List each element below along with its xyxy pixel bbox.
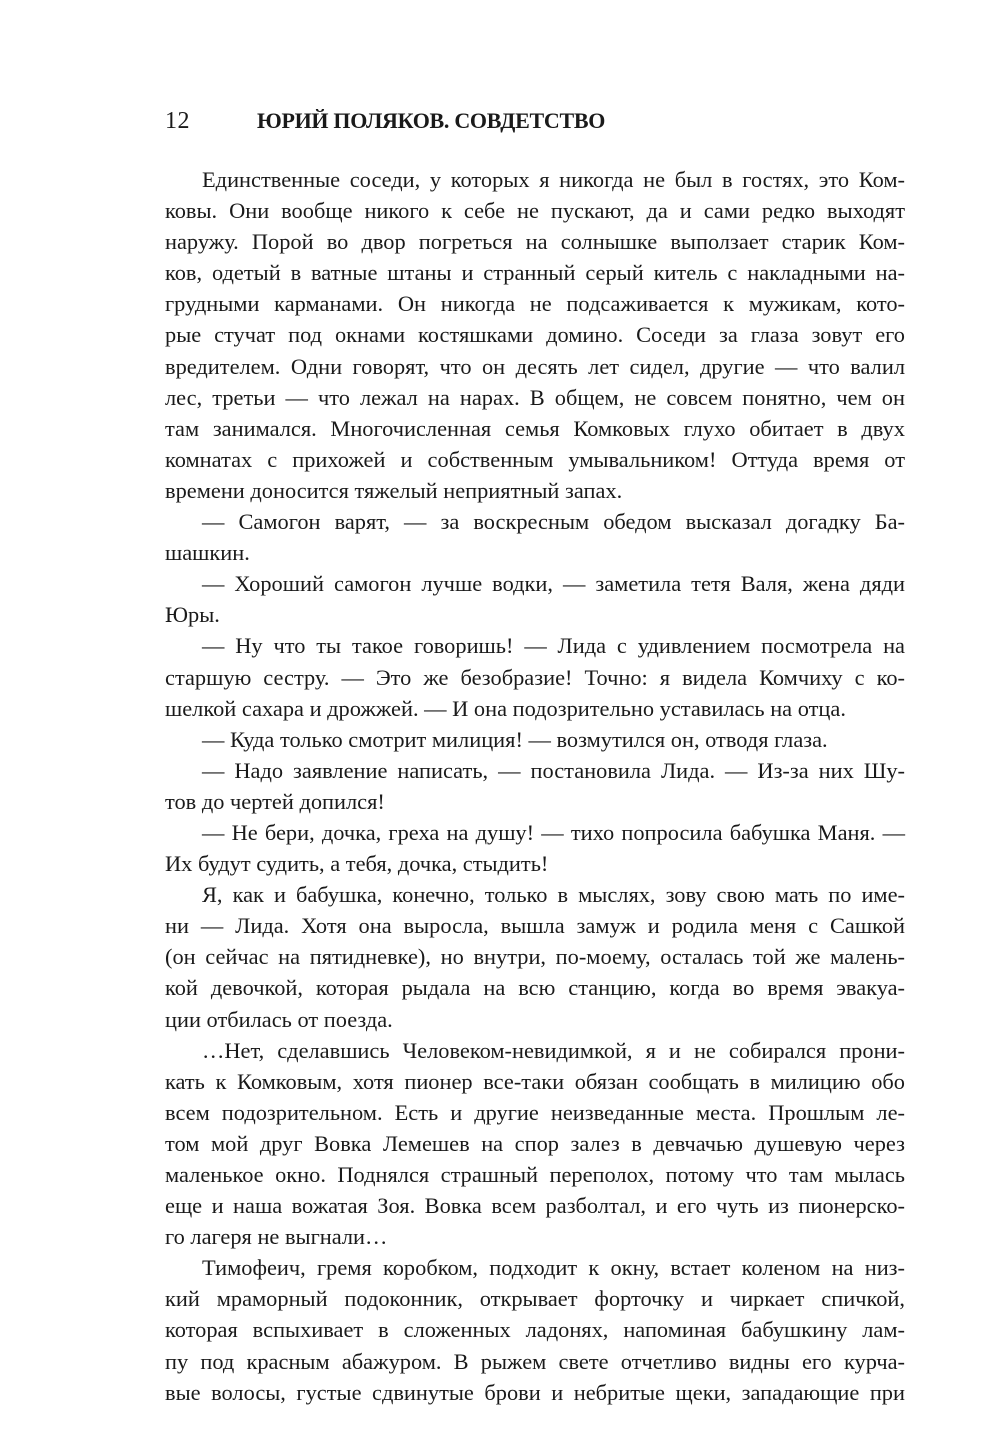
text-line: — Не бери, дочка, греха на душу! — тихо попросила бабушка Маня. —: [202, 819, 905, 845]
text-line: которая вспыхивает в сложенных ладонях, напоминая бабушкину лам-: [165, 1317, 905, 1343]
text-line: шашкин.: [165, 540, 250, 566]
text-line: наружу. Порой во двор погреться на солнышке выползает старик Ком-: [165, 229, 905, 255]
text-line: старшую сестру. — Это же безобразие! Точно: я видела Комчиху с ко-: [165, 664, 905, 690]
text-line: грудными карманами. Он никогда не подсаживается к мужикам, кото-: [165, 291, 905, 317]
text-line: тов до чертей допился!: [165, 788, 385, 814]
text-line: вые волосы, густые сдвинутые брови и небритые щеки, западающие при: [165, 1379, 905, 1405]
text-line: там занимался. Многочисленная семья Комковых глухо обитает в двух: [165, 415, 905, 441]
text-line: шелкой сахара и дрожжей. — И она подозрительно уставилась на отца.: [165, 695, 846, 721]
text-line: Их будут судить, а тебя, дочка, стыдить!: [165, 851, 549, 877]
text-line: кой девочкой, которая рыдала на всю станцию, когда во время эвакуа-: [165, 975, 905, 1001]
paragraph: [165, 755, 905, 817]
text-line: вредителем. Одни говорят, что он десять лет сидел, другие — что валил: [165, 353, 905, 379]
text-line: всем подозрительном. Есть и другие неизведанные места. Прошлым ле-: [165, 1099, 905, 1125]
running-head: [165, 108, 905, 148]
text-line: лес, третьи — что лежал на нарах. В общем, не совсем понятно, чем он: [165, 384, 905, 410]
text-line: …Нет, сделавшись Человеком-невидимкой, я и не собирался прони-: [202, 1037, 905, 1063]
text-line: — Куда только смотрит милиция! — возмутился он, отводя глаза.: [202, 726, 828, 752]
text-line: кий мраморный подоконник, открывает форточку и чиркает спичкой,: [165, 1286, 905, 1312]
paragraph: [165, 506, 905, 568]
text-line: го лагеря не выгнали…: [165, 1224, 388, 1250]
body-text: [165, 164, 905, 1408]
text-line: рые стучат под окнами костяшками домино. Соседи за глаза зовут его: [165, 322, 905, 348]
text-line: еще и наша вожатая Зоя. Вовка всем разболтал, и его чуть из пионерско-: [165, 1193, 905, 1219]
page-number: 12: [165, 108, 190, 134]
text-line: Тимофеич, гремя коробком, подходит к окну, встает коленом на низ-: [202, 1255, 905, 1281]
paragraph: [165, 1035, 905, 1253]
paragraph: [165, 817, 905, 879]
text-line: пу под красным абажуром. В рыжем свете отчетливо видны его курча-: [165, 1348, 905, 1374]
text-line: ков, одетый в ватные штаны и странный серый китель с накладными на-: [165, 260, 905, 286]
book-page: [165, 108, 905, 1408]
text-line: Юры.: [165, 602, 220, 628]
text-line: том мой друг Вовка Лемешев на спор залез в девчачью душевую через: [165, 1130, 905, 1156]
text-line: Я, как и бабушка, конечно, только в мыслях, зову свою мать по име-: [202, 882, 905, 908]
text-line: маленькое окно. Поднялся страшный переполох, потому что там мылась: [165, 1162, 905, 1187]
paragraph: [165, 630, 905, 723]
text-line: ции отбилась от поезда.: [165, 1006, 393, 1032]
running-title: ЮРИЙ ПОЛЯКОВ. СОВДЕТСТВО: [257, 108, 606, 133]
text-line: (он сейчас на пятидневке), но внутри, по-моему, осталась той же малень-: [165, 944, 905, 970]
paragraph: [165, 879, 905, 1034]
text-line: кать к Комковым, хотя пионер все-таки обязан сообщать в милицию обо: [165, 1068, 905, 1094]
paragraph: [165, 724, 905, 755]
text-line: комнатах с прихожей и собственным умывальником! Оттуда время от: [165, 446, 905, 472]
paragraph: [165, 164, 905, 506]
text-line: — Ну что ты такое говоришь! — Лида с удивлением посмотрела на: [202, 633, 905, 659]
text-line: времени доносится тяжелый неприятный запах.: [165, 477, 623, 503]
paragraph: [165, 1252, 905, 1407]
text-line: — Надо заявление написать, — постановила Лида. — Из-за них Шу-: [202, 757, 905, 783]
text-line: ковы. Они вообще никого к себе не пускают, да и сами редко выходят: [165, 198, 905, 224]
text-line: ни — Лида. Хотя она выросла, вышла замуж и родила меня с Сашкой: [165, 913, 905, 939]
text-line: — Хороший самогон лучше водки, — заметила тетя Валя, жена дяди: [202, 571, 905, 597]
text-line: Единственные соседи, у которых я никогда не был в гостях, это Ком-: [202, 167, 905, 192]
text-line: — Самогон варят, — за воскресным обедом высказал догадку Ба-: [202, 509, 905, 535]
paragraph: [165, 568, 905, 630]
